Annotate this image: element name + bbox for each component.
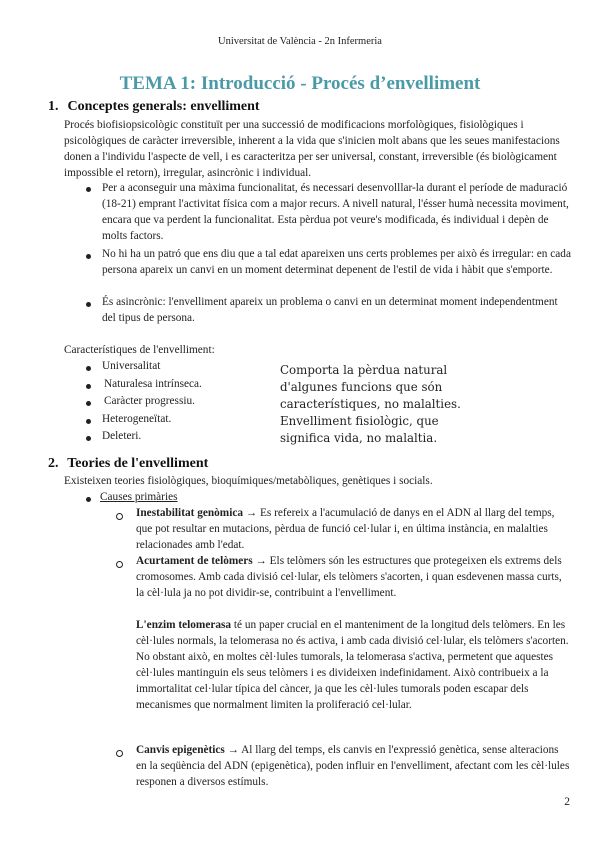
bullet-dot xyxy=(86,401,91,406)
section-1-number: 1. xyxy=(48,99,59,114)
section-2-title: Teories de l'envelliment xyxy=(67,456,209,471)
section-2-intro: Existeixen teories fisiològiques, bioquímiques/metabòliques, genètiques i socials. xyxy=(64,475,433,487)
cause-term: Canvis epigenètics xyxy=(136,744,225,756)
page-number: 2 xyxy=(564,796,570,808)
characteristic-item: Universalitat xyxy=(102,360,161,372)
telomerase-paragraph xyxy=(136,617,572,713)
bullet-dot xyxy=(86,419,91,424)
bullet-dot xyxy=(86,254,91,259)
aging-note: Comporta la pèrdua natural d'algunes funcions que són característiques, no malalties. Envelliment fisiològic, que significa vida, no malaltia. xyxy=(280,363,461,445)
cause-text: Els telòmers són les estructures que protegeixen els extrems dels cromosomes. Amb cada divisió cel·lular, els telòmers s'acorten, i quan esdevenen massa curts, la cèl·lula ja no pot dividir-se, contribuint a l'envelliment. xyxy=(136,555,562,599)
arrow: → xyxy=(255,555,267,567)
section-1-bullet-1: Per a aconseguir una màxima funcionalitat, és necessari desenvolllar-la durant el període de maduració (18-21) emprant l'activitat física com a major recurs. A nivell natural, l'ésser humà necessita moviment, encara que va perdent la funcionalitat. Esta pèrdua pot veure's modificada, és individual i depèn de molts factors. xyxy=(102,182,569,242)
cause-text: Al llarg del temps, els canvis en l'expressió genètica, sense alteracions en la seqüència del ADN (epigenètica), poden influir en l'envelliment, afectant com les cèl·lules responen a diversos estímuls. xyxy=(136,744,570,788)
characteristic-item: Naturalesa intrínseca. xyxy=(104,378,202,390)
cause-text: Es refereix a l'acumulació de danys en el ADN al llarg del temps, que pot resultar en mutacions, pèrdua de funció cel·lular i, en última instància, en malalties relacionades amb l'edat. xyxy=(136,507,555,551)
bullet-dot xyxy=(86,366,91,371)
sub-bullet-circle xyxy=(116,561,123,568)
telomerase-text: té un paper crucial en el manteniment de la longitud dels telòmers. En les cèl·lules normals, la telomerasa no és activa, i amb cada divisió cel·lular, els telòmers s'acorten. No obstant això, en moltes cèl·lules tumorals, la telomerasa s'activa, permetent que aquestes cèl·lules mantinguin els seus telòmers i es divideixen indefinidament. Això contribueix a la immortalitat cel·lular típica del càncer, ja que les cèl·lules tumorals poden escapar dels mecanismes que normalment limiten la proliferació cel·lular. xyxy=(136,619,569,711)
section-1-intro: Procés biofisiopsicològic constituït per una successió de modificacions morfològiques, fisiològiques i psicològiques de caràcter irreversible, inherent a la vida que s'inicien molt abans que les seues manifestacions donen a l'individu l'aspecte de vell, i es caracteritza per ser universal, constant, irreversible (és biològicament impossible el retorn), irregular, asincrònic i individual. xyxy=(64,119,560,179)
cause-epigenetic-changes xyxy=(136,742,572,790)
cause-telomere-shortening xyxy=(136,553,572,601)
bullet-dot xyxy=(86,436,91,441)
bullet-dot xyxy=(86,497,91,502)
section-1-bullet-3: És asincrònic: l'envelliment apareix un problema o canvi en un determinat moment independentment del tipus de persona. xyxy=(102,296,558,324)
sub-bullet-circle xyxy=(116,513,123,520)
bullet-dot xyxy=(86,187,91,192)
cause-genomic-instability xyxy=(136,505,572,553)
bullet-dot xyxy=(86,302,91,307)
section-1-bullet-2: No hi ha un patró que ens diu que a tal edat apareixen uns certs problemes per això és irregular: en cada persona apareix un canvi en un moment determinat depenent de l'estil de vida i hàbit que s'emporte. xyxy=(102,248,571,276)
sub-bullet-circle xyxy=(116,750,123,757)
causes-label: Causes primàries xyxy=(100,491,178,503)
page-title: TEMA 1: Introducció - Procés d’envelliment xyxy=(119,73,481,94)
characteristic-item: Caràcter progressiu. xyxy=(104,395,195,407)
characteristic-item: Heterogeneïtat. xyxy=(102,413,172,425)
characteristics-label: Característiques de l'envelliment: xyxy=(64,344,215,356)
section-1-title: Conceptes generals: envelliment xyxy=(67,99,260,114)
arrow: → xyxy=(227,744,239,756)
section-2-heading xyxy=(48,456,208,472)
cause-term: Inestabilitat genòmica xyxy=(136,507,244,519)
telomerase-term: L'enzim telomerasa xyxy=(136,619,232,631)
characteristic-item: Deleteri. xyxy=(102,430,142,442)
bullet-dot xyxy=(86,384,91,389)
cause-term: Acurtament de telòmers xyxy=(136,555,253,567)
page-header: Universitat de València - 2n Infermeria xyxy=(218,36,382,47)
section-1-heading xyxy=(48,99,260,115)
section-2-number: 2. xyxy=(48,456,59,471)
arrow: → xyxy=(245,507,258,519)
